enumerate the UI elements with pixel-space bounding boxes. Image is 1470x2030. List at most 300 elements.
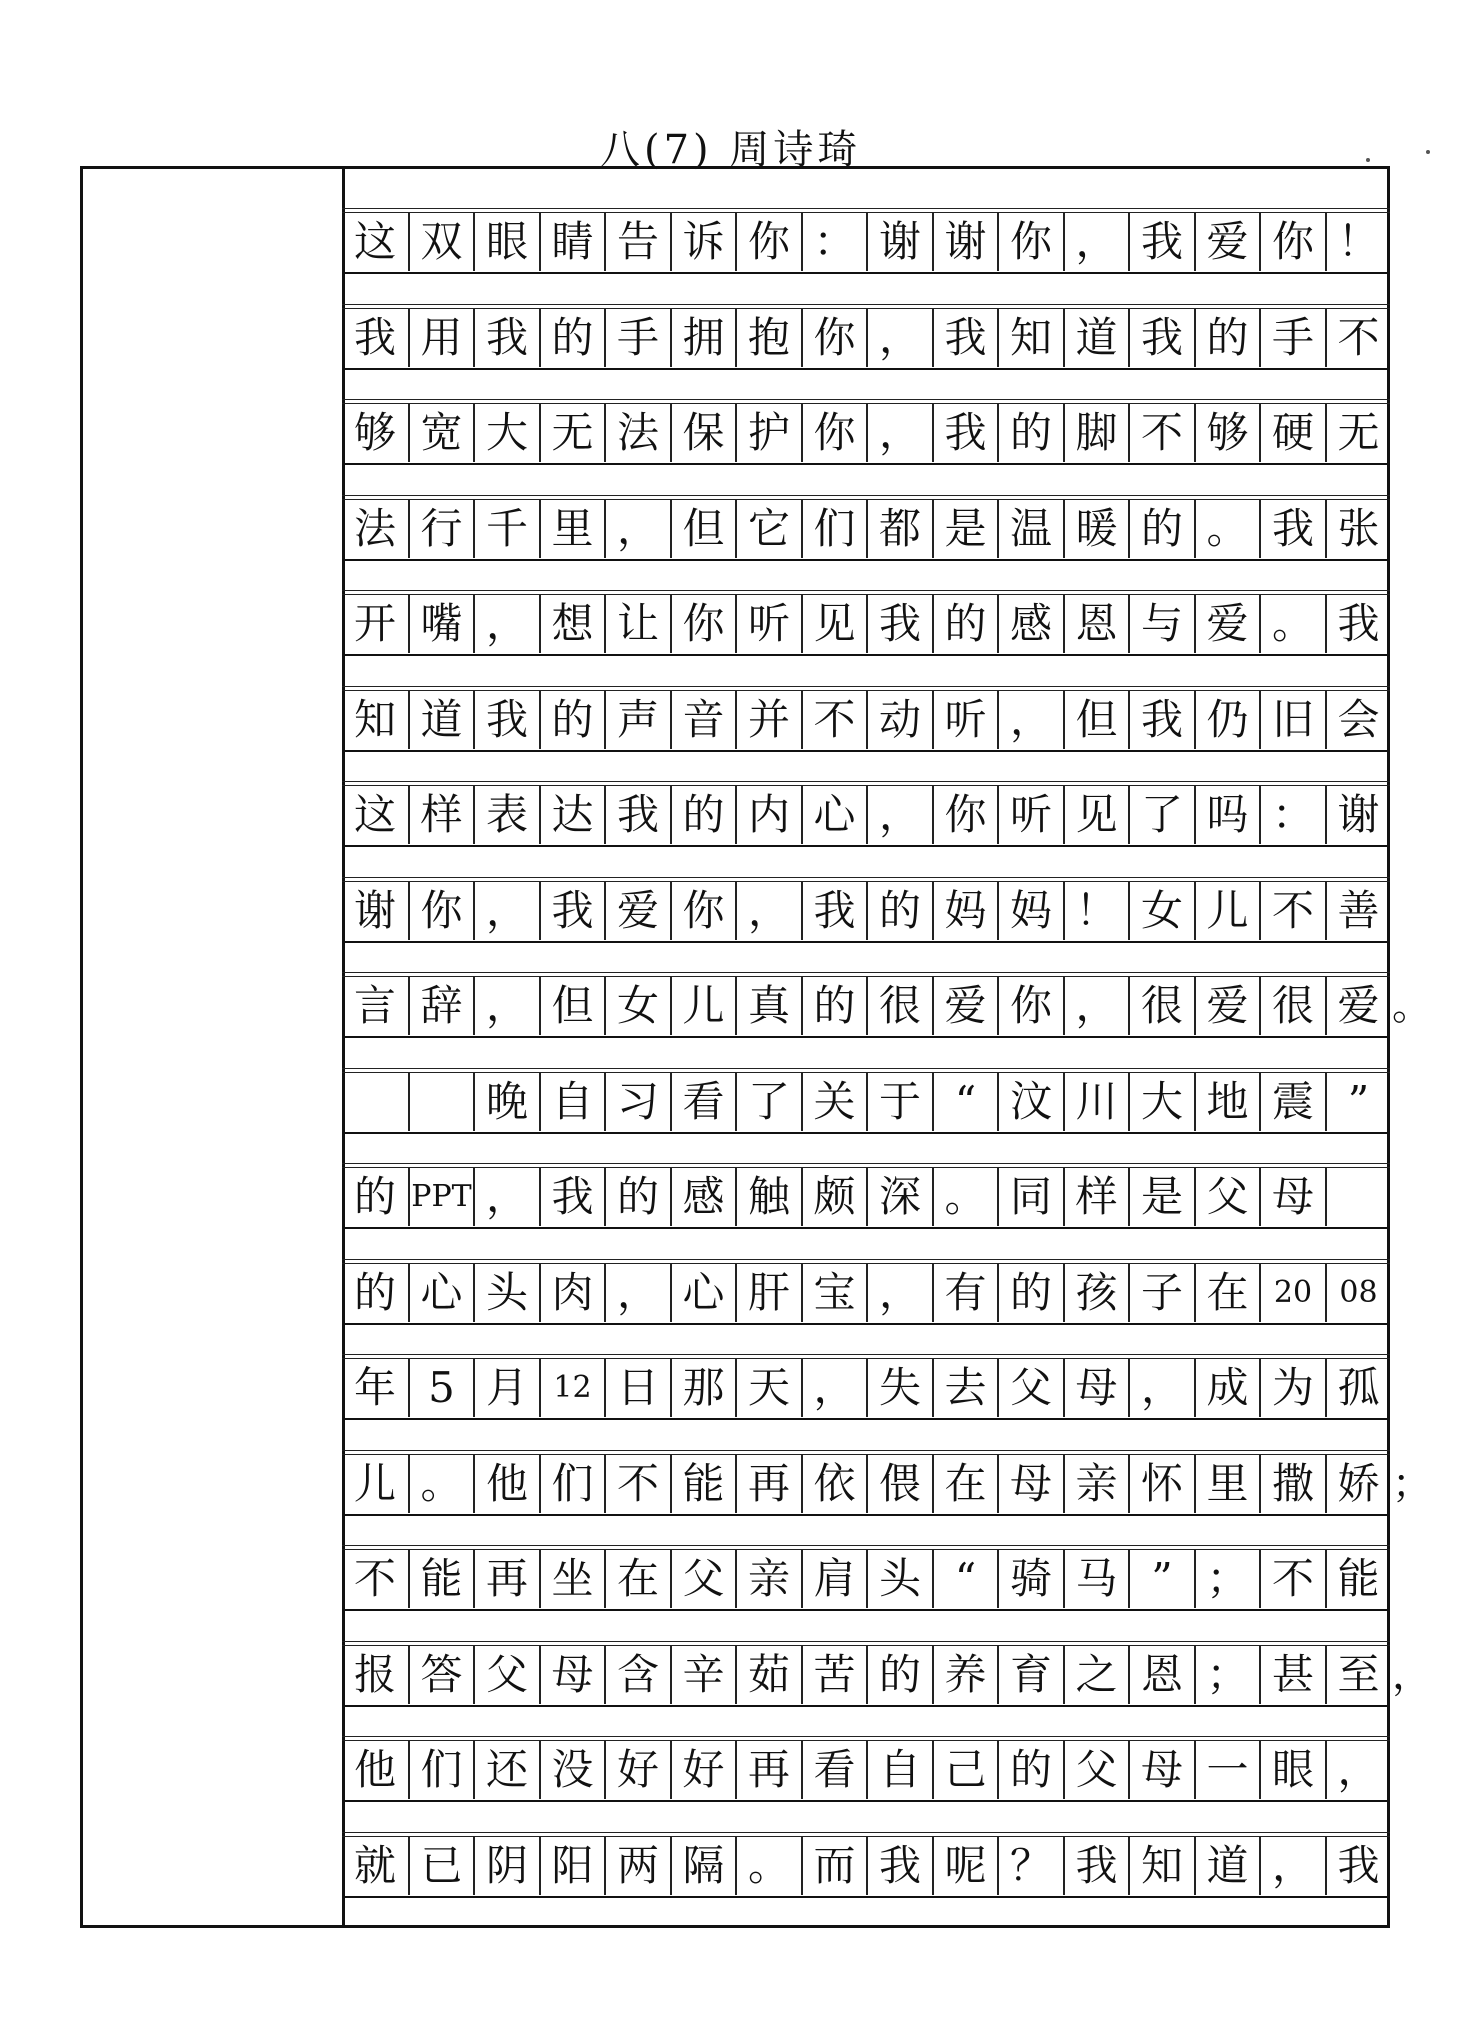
grid-cell: 关 [801, 1073, 867, 1131]
grid-row [342, 403, 1390, 465]
grid-cell: 我 [473, 691, 539, 749]
row-separator [342, 572, 1390, 591]
grid-cell: 汶 [997, 1073, 1063, 1131]
grid-row [342, 308, 1390, 370]
grid-cell: 里 [1194, 1455, 1260, 1513]
grid-cell: 再 [735, 1741, 801, 1799]
grid-cell: 再 [473, 1550, 539, 1608]
grid-cell: 儿 [353, 1458, 396, 1508]
grid-row [342, 881, 1390, 943]
grid-row [342, 1263, 1390, 1325]
grid-cell: 声 [604, 691, 670, 749]
row-separator [342, 1432, 1390, 1451]
grid-cell: 是 [932, 500, 998, 558]
grid-cell: 你 [408, 882, 474, 940]
grid-cell: 的 [670, 786, 736, 844]
row-separator [342, 286, 1390, 305]
grid-cell: 父 [670, 1550, 736, 1608]
grid-row [342, 1454, 1432, 1516]
grid-cell: ， [1128, 1359, 1194, 1417]
grid-cell: 肉 [539, 1264, 605, 1322]
grid-row [342, 1645, 1432, 1707]
grid-cell: 。 [408, 1455, 474, 1513]
grid-row [342, 1836, 1390, 1898]
row-separator [342, 1718, 1390, 1737]
grid-cell: 爱 [932, 977, 998, 1035]
grid-cell: 一 [1194, 1741, 1260, 1799]
grid-cell: 头 [866, 1550, 932, 1608]
grid-cell: 的 [997, 404, 1063, 462]
grid-cell: 在 [1194, 1264, 1260, 1322]
grid-cell: 我 [539, 882, 605, 940]
grid-cell: 08 [1325, 1264, 1391, 1322]
grid-cell: ” [1128, 1550, 1194, 1608]
grid-cell: ？ [997, 1837, 1063, 1895]
grid-cell: 不 [1259, 1550, 1325, 1608]
grid-cell: 不 [1128, 404, 1194, 462]
grid-cell: 手 [1259, 309, 1325, 367]
row-separator [342, 1623, 1390, 1642]
grid-cell: 知 [1128, 1837, 1194, 1895]
grid-cell: 你 [997, 977, 1063, 1035]
grid-cell: ， [866, 309, 932, 367]
row-separator [342, 1814, 1390, 1833]
grid-cell: 12 [539, 1359, 605, 1417]
grid-cell: 手 [604, 309, 670, 367]
grid-row [342, 785, 1390, 847]
grid-cell: 爱 [1194, 213, 1260, 271]
grid-cell: 你 [735, 213, 801, 271]
grid-cell: 育 [997, 1646, 1063, 1704]
grid-cell: 都 [866, 500, 932, 558]
grid-cell: 谢 [1325, 786, 1391, 844]
grid-cell: 他 [473, 1455, 539, 1513]
grid-cell: 恩 [1128, 1646, 1194, 1704]
grid-cell: 无 [539, 404, 605, 462]
grid-cell: 暖 [1063, 500, 1129, 558]
grid-cell: 怀 [1128, 1455, 1194, 1513]
grid-row [342, 976, 1432, 1038]
grid-cell: ： [801, 213, 867, 271]
grid-cell: 硬 [1259, 404, 1325, 462]
grid-row [342, 594, 1390, 656]
grid-cell: 有 [932, 1264, 998, 1322]
grid-cell: 答 [408, 1646, 474, 1704]
grid-cell: 孤 [1325, 1359, 1391, 1417]
grid-cell: 亲 [1063, 1455, 1129, 1513]
grid-cell: 爱 [604, 882, 670, 940]
grid-cell: 你 [670, 882, 736, 940]
grid-cell: 心 [670, 1264, 736, 1322]
grid-cell: 含 [604, 1646, 670, 1704]
grid-cell [342, 1073, 408, 1131]
grid-cell: “ [932, 1550, 998, 1608]
grid-cell [408, 1073, 474, 1131]
grid-cell: 失 [866, 1359, 932, 1417]
grid-cell: 儿 [1194, 882, 1260, 940]
grid-row [342, 690, 1390, 752]
grid-cell: 天 [735, 1359, 801, 1417]
grid-cell: 保 [670, 404, 736, 462]
grid-cell: 但 [539, 977, 605, 1035]
grid-cell: 谢 [866, 213, 932, 271]
grid-cell: 头 [473, 1264, 539, 1322]
grid-cell: 张 [1325, 500, 1391, 558]
grid-cell: 爱 [1325, 977, 1391, 1035]
grid-cell: ， [1063, 977, 1129, 1035]
grid-row [342, 1167, 1390, 1229]
grid-cell: 没 [539, 1741, 605, 1799]
grid-cell: ， [866, 1264, 932, 1322]
grid-cell: 脚 [1063, 404, 1129, 462]
grid-cell: 去 [932, 1359, 998, 1417]
grid-cell: 不 [1325, 309, 1391, 367]
row-separator [342, 1527, 1390, 1546]
grid-cell: 但 [1063, 691, 1129, 749]
grid-cell: 大 [1128, 1073, 1194, 1131]
grid-cell: 们 [801, 500, 867, 558]
grid-cell: 我 [1259, 500, 1325, 558]
grid-cell: 子 [1128, 1264, 1194, 1322]
grid-cell: ， [473, 977, 539, 1035]
grid-cell: 我 [1128, 691, 1194, 749]
grid-cell: 看 [670, 1073, 736, 1131]
grid-cell: ， [866, 786, 932, 844]
grid-cell: 听 [735, 595, 801, 653]
grid-cell: 知 [353, 694, 396, 744]
grid-cell: 为 [1259, 1359, 1325, 1417]
grid-cell: ， [473, 882, 539, 940]
grid-cell: 好 [604, 1741, 670, 1799]
grid-cell: 的 [353, 1172, 396, 1221]
grid-cell: 依 [801, 1455, 867, 1513]
margin-punctuation: 。 [1392, 983, 1432, 1029]
grid-cell: 苦 [801, 1646, 867, 1704]
grid-cell: 你 [801, 309, 867, 367]
grid-cell: 但 [670, 500, 736, 558]
grid-cell: 我 [1063, 1837, 1129, 1895]
grid-cell: 你 [801, 404, 867, 462]
grid-cell: 震 [1259, 1073, 1325, 1131]
grid-cell: 样 [408, 786, 474, 844]
grid-cell: 听 [932, 691, 998, 749]
grid-cell: 的 [997, 1264, 1063, 1322]
grid-cell: ； [1194, 1646, 1260, 1704]
grid-cell: 道 [1194, 1837, 1260, 1895]
grid-cell: 旧 [1259, 691, 1325, 749]
scan-speck [1366, 158, 1370, 162]
grid-cell: 很 [866, 977, 932, 1035]
grid-cell: ， [473, 595, 539, 653]
grid-cell: 我 [866, 1837, 932, 1895]
grid-cell: 的 [801, 977, 867, 1035]
grid-cell: 母 [1259, 1168, 1325, 1226]
grid-cell: 。 [932, 1168, 998, 1226]
grid-cell: 无 [1325, 404, 1391, 462]
grid-cell: 习 [604, 1073, 670, 1131]
grid-cell: 温 [997, 500, 1063, 558]
grid-cell: 亲 [735, 1550, 801, 1608]
grid-cell: 。 [1259, 595, 1325, 653]
grid-cell: 。 [735, 1837, 801, 1895]
grid-cell: 而 [801, 1837, 867, 1895]
grid-cell: 够 [353, 408, 396, 457]
grid-cell: 我 [932, 404, 998, 462]
grid-cell: 样 [1063, 1168, 1129, 1226]
row-separator [342, 763, 1390, 782]
grid-cell: 我 [1128, 213, 1194, 271]
grid-cell: 用 [408, 309, 474, 367]
grid-cell: “ [932, 1073, 998, 1131]
writing-grid [342, 166, 1432, 1928]
row-separator [342, 477, 1390, 496]
grid-cell: 感 [670, 1168, 736, 1226]
grid-cell: 看 [801, 1741, 867, 1799]
grid-cell: 父 [1194, 1168, 1260, 1226]
grid-cell: 谢 [353, 885, 396, 935]
grid-cell: 法 [353, 503, 396, 553]
row-separator [342, 954, 1390, 973]
grid-cell: 女 [1128, 882, 1194, 940]
grid-cell: ！ [1063, 882, 1129, 940]
grid-cell: 很 [1128, 977, 1194, 1035]
grid-cell: 这 [353, 790, 396, 839]
grid-cell: 儿 [670, 977, 736, 1035]
grid-cell: 我 [866, 595, 932, 653]
grid-cell: 宝 [801, 1264, 867, 1322]
grid-cell: 再 [735, 1455, 801, 1513]
grid-cell: 能 [670, 1455, 736, 1513]
grid-cell: ， [997, 691, 1063, 749]
grid-cell: 想 [539, 595, 605, 653]
grid-cell: 法 [604, 404, 670, 462]
grid-cell: 真 [735, 977, 801, 1035]
grid-cell: 母 [1128, 1741, 1194, 1799]
grid-cell: 们 [539, 1455, 605, 1513]
grid-cell: 知 [997, 309, 1063, 367]
grid-cell: 同 [997, 1168, 1063, 1226]
grid-cell: 我 [473, 309, 539, 367]
grid-cell: 并 [735, 691, 801, 749]
grid-cell: 我 [604, 786, 670, 844]
grid-cell: 我 [539, 1168, 605, 1226]
grid-cell: 的 [866, 882, 932, 940]
grid-cell: 感 [997, 595, 1063, 653]
grid-cell: 告 [604, 213, 670, 271]
grid-cell: 日 [604, 1359, 670, 1417]
grid-row [342, 1072, 1390, 1134]
grid-cell: 阴 [473, 1837, 539, 1895]
grid-row [342, 212, 1390, 274]
grid-cell: 们 [408, 1741, 474, 1799]
grid-cell: 千 [473, 500, 539, 558]
grid-cell: 达 [539, 786, 605, 844]
grid-cell: ， [1259, 1837, 1325, 1895]
row-separator [342, 1336, 1390, 1355]
grid-cell: 养 [932, 1646, 998, 1704]
grid-cell: 的 [604, 1168, 670, 1226]
grid-cell: 的 [866, 1646, 932, 1704]
grid-cell: 于 [866, 1073, 932, 1131]
grid-cell: 内 [735, 786, 801, 844]
grid-cell: 阳 [539, 1837, 605, 1895]
grid-cell: 谢 [932, 213, 998, 271]
grid-cell: 的 [539, 309, 605, 367]
grid-cell: ； [1194, 1550, 1260, 1608]
grid-cell: 颇 [801, 1168, 867, 1226]
page-header: 八(7) 周诗琦 [600, 127, 862, 173]
row-separator [342, 1050, 1390, 1069]
grid-cell: 就 [353, 1840, 396, 1890]
grid-cell: 护 [735, 404, 801, 462]
grid-cell: 川 [1063, 1073, 1129, 1131]
grid-cell: 好 [670, 1741, 736, 1799]
grid-cell: 动 [866, 691, 932, 749]
grid-cell: 自 [866, 1741, 932, 1799]
grid-cell: 表 [473, 786, 539, 844]
grid-cell: 了 [1128, 786, 1194, 844]
grid-cell: 月 [473, 1359, 539, 1417]
margin-punctuation: ； [1392, 1460, 1432, 1507]
grid-cell: 母 [997, 1455, 1063, 1513]
grid-cell: 眼 [473, 213, 539, 271]
grid-cell: 的 [1128, 500, 1194, 558]
grid-cell: 的 [1194, 309, 1260, 367]
grid-cell: 母 [1063, 1359, 1129, 1417]
row-separator [342, 190, 1390, 209]
grid-cell: 隔 [670, 1837, 736, 1895]
grid-cell: 你 [1259, 213, 1325, 271]
grid-cell: ” [1325, 1073, 1391, 1131]
grid-cell: 呢 [932, 1837, 998, 1895]
grid-cell: 见 [801, 595, 867, 653]
grid-cell: 你 [670, 595, 736, 653]
grid-cell: 在 [604, 1550, 670, 1608]
row-separator [342, 1145, 1390, 1164]
grid-cell: ， [604, 1264, 670, 1322]
grid-cell: 之 [1063, 1646, 1129, 1704]
grid-cell: 了 [735, 1073, 801, 1131]
grid-cell: 甚 [1259, 1646, 1325, 1704]
grid-cell: 肩 [801, 1550, 867, 1608]
grid-cell: 能 [408, 1550, 474, 1608]
grid-cell: 言 [353, 981, 396, 1030]
grid-cell: 不 [604, 1455, 670, 1513]
grid-cell: 会 [1325, 691, 1391, 749]
grid-cell: 我 [1128, 309, 1194, 367]
grid-cell: 已 [408, 1837, 474, 1895]
grid-cell: 至 [1325, 1646, 1391, 1704]
grid-cell: 自 [539, 1073, 605, 1131]
grid-cell: 坐 [539, 1550, 605, 1608]
grid-cell: 抱 [735, 309, 801, 367]
grid-cell: 诉 [670, 213, 736, 271]
grid-cell: PPT [408, 1168, 474, 1226]
row-separator [342, 1241, 1390, 1260]
scan-speck [1426, 150, 1430, 154]
grid-cell: 辞 [408, 977, 474, 1035]
grid-cell: 晚 [473, 1073, 539, 1131]
grid-cell: 宽 [408, 404, 474, 462]
grid-cell: 很 [1259, 977, 1325, 1035]
row-separator [342, 859, 1390, 878]
grid-cell [1325, 1168, 1391, 1226]
grid-cell: 睛 [539, 213, 605, 271]
grid-cell: 娇 [1325, 1455, 1391, 1513]
grid-cell: ， [801, 1359, 867, 1417]
grid-cell: 不 [1259, 882, 1325, 940]
grid-cell: 是 [1128, 1168, 1194, 1226]
grid-cell: 撒 [1259, 1455, 1325, 1513]
grid-cell: 孩 [1063, 1264, 1129, 1322]
grid-cell: 开 [353, 599, 396, 648]
grid-cell: 道 [1063, 309, 1129, 367]
grid-cell: 嘴 [408, 595, 474, 653]
grid-cell: 行 [408, 500, 474, 558]
grid-cell: 20 [1259, 1264, 1325, 1322]
grid-cell: 偎 [866, 1455, 932, 1513]
grid-cell: ， [866, 404, 932, 462]
grid-cell: 不 [353, 1554, 396, 1603]
grid-cell: 辛 [670, 1646, 736, 1704]
grid-row [342, 499, 1390, 561]
grid-cell: 爱 [1194, 595, 1260, 653]
grid-cell: 与 [1128, 595, 1194, 653]
grid-cell: ！ [1325, 213, 1391, 271]
grid-cell: 大 [473, 404, 539, 462]
grid-cell: 仍 [1194, 691, 1260, 749]
grid-cell: 爱 [1194, 977, 1260, 1035]
grid-cell: 5 [408, 1359, 474, 1417]
grid-cell: 父 [473, 1646, 539, 1704]
grid-cell: ， [473, 1168, 539, 1226]
grid-cell: 它 [735, 500, 801, 558]
grid-cell: 够 [1194, 404, 1260, 462]
grid-cell: 在 [932, 1455, 998, 1513]
grid-cell: 他 [353, 1745, 396, 1794]
grid-cell: ： [1259, 786, 1325, 844]
grid-cell: 里 [539, 500, 605, 558]
grid-cell: 的 [997, 1741, 1063, 1799]
row-separator [342, 381, 1390, 400]
grid-cell: 我 [353, 312, 396, 362]
grid-row [342, 1549, 1390, 1611]
grid-cell: 母 [539, 1646, 605, 1704]
grid-cell: 。 [1194, 500, 1260, 558]
grid-cell: 年 [353, 1363, 396, 1412]
grid-cell: 善 [1325, 882, 1391, 940]
grid-cell: 父 [1063, 1741, 1129, 1799]
grid-cell: 眼 [1259, 1741, 1325, 1799]
row-separator [342, 668, 1390, 687]
grid-cell: 妈 [932, 882, 998, 940]
grid-cell: 深 [866, 1168, 932, 1226]
grid-cell: 能 [1325, 1550, 1391, 1608]
grid-cell: 道 [408, 691, 474, 749]
grid-cell: 听 [997, 786, 1063, 844]
grid-cell: 那 [670, 1359, 736, 1417]
grid-cell: 音 [670, 691, 736, 749]
grid-cell: ， [1325, 1741, 1391, 1799]
grid-row [342, 1358, 1390, 1420]
grid-cell: 不 [801, 691, 867, 749]
grid-cell: 茹 [735, 1646, 801, 1704]
grid-cell: 心 [801, 786, 867, 844]
grid-cell: 肝 [735, 1264, 801, 1322]
grid-cell: 地 [1194, 1073, 1260, 1131]
grid-cell: 你 [932, 786, 998, 844]
grid-cell: 的 [932, 595, 998, 653]
